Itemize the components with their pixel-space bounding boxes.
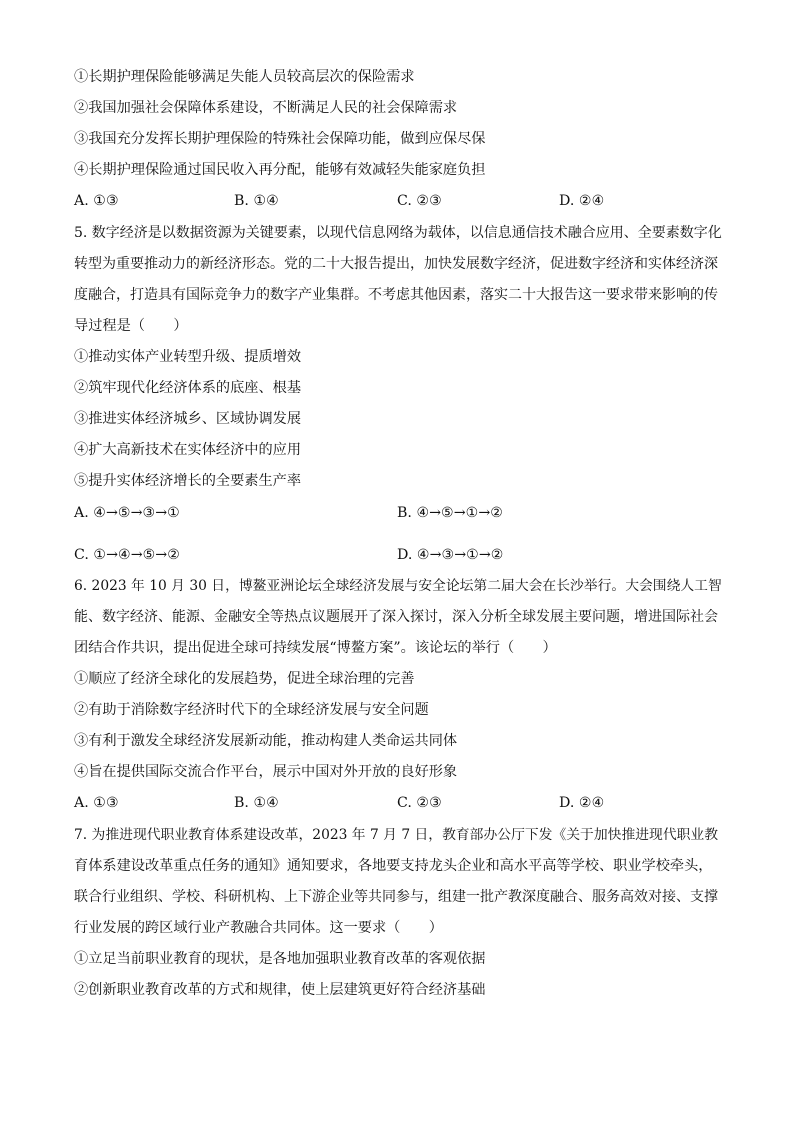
q6-item-2: ②有助于消除数字经济时代下的全球经济发展与安全问题: [74, 702, 429, 718]
q4-item-2: ②我国加强社会保障体系建设，不断满足人民的社会保障需求: [74, 100, 458, 116]
q7-item-2: ②创新职业教育改革的方式和规律，使上层建筑更好符合经济基础: [74, 982, 486, 998]
q5-option-a: A. ④→⑤→③→①: [74, 505, 180, 521]
q7-stem-line-4: 行业发展的跨区域行业产教融合共同体。这一要求（ ）: [74, 920, 443, 936]
q5-stem-line-2: 转型为重要推动力的新经济形态。党的二十大报告提出，加快发展数字经济，促进数字经济和实体经济深: [74, 256, 718, 272]
q5-stem-line-4: 导过程是（ ）: [74, 318, 188, 334]
q6-option-d: D. ②④: [559, 795, 605, 811]
q6-item-3: ③有利于激发全球经济发展新动能，推动构建人类命运共同体: [74, 733, 458, 749]
q6-stem-line-3: 团结合作共识，提出促进全球可持续发展“博鳌方案”。该论坛的举行（ ）: [74, 640, 557, 656]
q4-option-c: C. ②③: [397, 193, 442, 209]
q6-stem-line-1: 6. 2023 年 10 月 30 日，博鳌亚洲论坛全球经济发展与安全论坛第二届大会在长沙举行。大会围绕人工智: [74, 578, 722, 594]
q7-stem-line-3: 联合行业组织、学校、科研机构、上下游企业等共同参与，组建一批产教深度融合、服务高效对接、支撑: [74, 889, 718, 905]
q7-stem-line-1: 7. 为推进现代职业教育体系建设改革，2023 年 7 月 7 日，教育部办公厅下发《关于加快推进现代职业教: [74, 827, 719, 843]
q6-item-1: ①顺应了经济全球化的发展趋势，促进全球治理的完善: [74, 671, 415, 687]
q5-stem-line-3: 度融合，打造具有国际竞争力的数字产业集群。不考虑其他因素，落实二十大报告这一要求带来影响的传: [74, 287, 718, 303]
q4-item-4: ④长期护理保险通过国民收入再分配，能够有效减轻失能家庭负担: [74, 162, 486, 178]
q5-stem-line-1: 5. 数字经济是以数据资源为关键要素，以现代信息网络为载体，以信息通信技术融合应用、全要素数字化: [74, 225, 722, 241]
q5-item-2: ②筑牢现代化经济体系的底座、根基: [74, 380, 302, 396]
q6-stem-line-2: 能、数字经济、能源、金融安全等热点议题展开了深入探讨，深入分析全球发展主要问题，增进国际社会: [74, 609, 718, 625]
q4-item-3: ③我国充分发挥长期护理保险的特殊社会保障功能，做到应保尽保: [74, 131, 486, 147]
q4-item-1: ①长期护理保险能够满足失能人员较高层次的保险需求: [74, 69, 415, 85]
q6-option-b: B. ①④: [234, 795, 279, 811]
q5-option-d: D. ④→③→①→②: [397, 547, 504, 563]
q5-item-5: ⑤提升实体经济增长的全要素生产率: [74, 473, 302, 489]
q7-item-1: ①立足当前职业教育的现状，是各地加强职业教育改革的客观依据: [74, 951, 486, 967]
q6-item-4: ④旨在提供国际交流合作平台，展示中国对外开放的良好形象: [74, 764, 458, 780]
q7-stem-line-2: 育体系建设改革重点任务的通知》通知要求，各地要支持龙头企业和高水平高等学校、职业学校牵头，: [74, 858, 713, 874]
q5-item-1: ①推动实体产业转型升级、提质增效: [74, 349, 302, 365]
q6-option-a: A. ①③: [74, 795, 119, 811]
q6-option-c: C. ②③: [397, 795, 442, 811]
q4-option-d: D. ②④: [559, 193, 605, 209]
q5-item-3: ③推进实体经济城乡、区域协调发展: [74, 411, 302, 427]
q4-option-a: A. ①③: [74, 193, 119, 209]
q5-option-b: B. ④→⑤→①→②: [397, 505, 503, 521]
q4-option-b: B. ①④: [234, 193, 279, 209]
q5-item-4: ④扩大高新技术在实体经济中的应用: [74, 442, 302, 458]
q5-option-c: C. ①→④→⑤→②: [74, 547, 180, 563]
